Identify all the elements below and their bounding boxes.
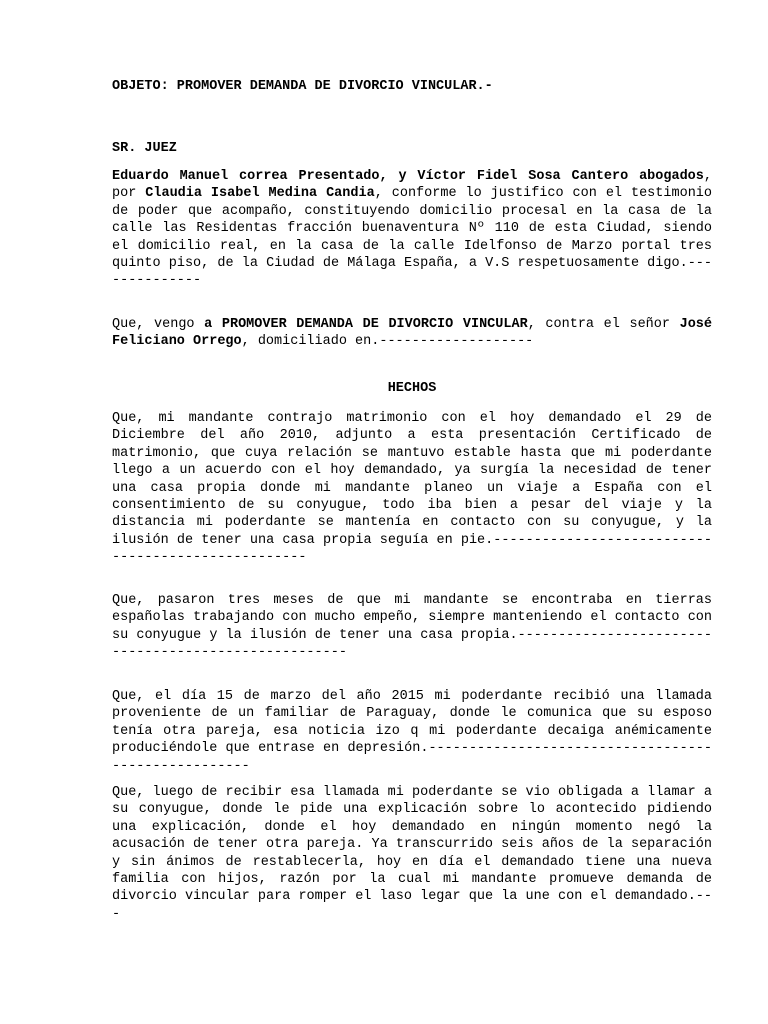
hechos-heading: HECHOS <box>387 381 437 396</box>
p1-text-1: , por <box>112 169 712 202</box>
paragraph-presentacion <box>112 168 712 290</box>
accion-demanda: a PROMOVER DEMANDA DE DIVORCIO VINCULAR <box>204 317 528 332</box>
paragraph-objeto-demanda <box>112 316 712 351</box>
paragraph-hechos-3: Que, el día 15 de marzo del año 2015 mi poderdante recibió una llamada proveniente de un familiar de Paraguay, donde le comunica que su esposo tenía otra pareja, esa noticia izo q mi poderdante decaiga anémicamente produciéndole que entrase en depresión.---------------------------------------------------- <box>112 689 712 774</box>
demandado-name: José Feliciano Orrego <box>112 317 713 350</box>
paragraph-hechos-1: Que, mi mandante contrajo matrimonio con el hoy demandado el 29 de Diciembre del año 2010, adjunto a esta presentación Certificado de matrimonio, que cuya relación se mantuvo estable hasta que mi poderdante llego a un acuerdo con el hoy demandado, ya surgía la necesidad de tener una casa propia donde mi mandante planeo un viaje a España con el consentimiento de su conyugue, todo iba bien a pesar del viaje y la distancia mi poderdante se mantenía en contacto con su conyugue, y la ilusión de tener una casa propia seguía en pie.--------------------------------------------------- <box>112 411 712 566</box>
p1-text-2: , conforme lo justifico con el testimonio de poder que acompaño, constituyendo domicilio procesal en la casa de la calle las Residentas fracción buenaventura Nº 110 de esta Ciudad, siendo el domicilio real, en la casa de la calle Idelfonso de Marzo portal tres quinto piso, de la Ciudad de Málaga España, a V.S respetuosamente digo.-------------- <box>112 186 712 289</box>
p2-text-1: Que, vengo <box>112 317 205 332</box>
destinatario-heading: SR. JUEZ <box>112 141 177 156</box>
objeto-heading: OBJETO: PROMOVER DEMANDA DE DIVORCIO VINCULAR.- <box>112 79 493 94</box>
abogados-names: Eduardo Manuel correa Presentado, y Víctor Fidel Sosa Cantero abogados <box>112 169 704 184</box>
poderdante-name: Claudia Isabel Medina Candia <box>145 186 375 202</box>
p2-text-2: , contra el señor <box>527 317 680 332</box>
p2-text-3: , domiciliado en.------------------- <box>241 334 534 350</box>
paragraph-hechos-2: Que, pasaron tres meses de que mi mandante se encontraba en tierras españolas trabajando con mucho empeño, siempre manteniendo el contacto con su conyugue y la ilusión de tener una casa propia.----------------------------------------------------- <box>112 593 712 661</box>
paragraph-hechos-4: Que, luego de recibir esa llamada mi poderdante se vio obligada a llamar a su conyugue, donde le pide una explicación sobre lo acontecido pidiendo una explicación, donde el hoy demandado en ningún momento negó la acusación de tener otra pareja. Ya transcurrido seis años de la separación y sin ánimos de restablecerla, hoy en día el demandado tiene una nueva familia con hijos, razón por la cual mi mandante promueve demanda de divorcio vincular para romper el laso legar que la une con el demandado.--- <box>112 785 712 922</box>
